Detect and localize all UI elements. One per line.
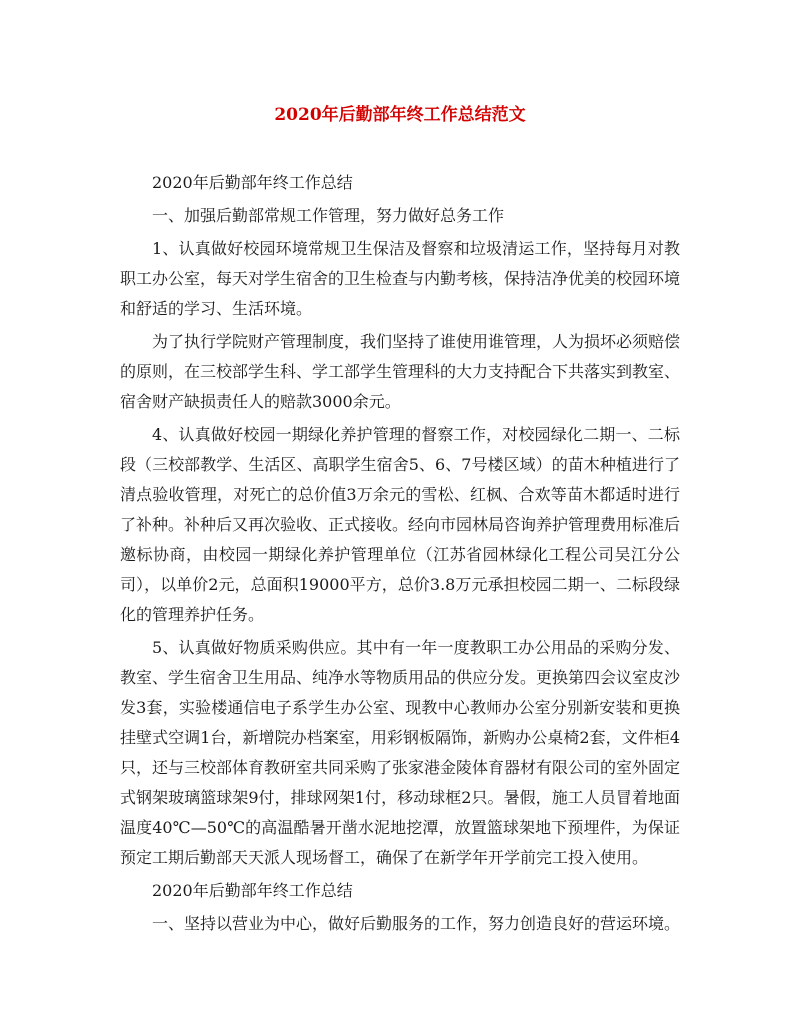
subsection-heading: 一、加强后勤部常规工作管理，努力做好总务工作 [152,206,505,225]
paragraph: 为了执行学院财产管理制度，我们坚持了谁使用谁管理，人为损坏必须赔偿的原则，在三校部学生科、学工部学生管理科的大力支持配合下共落实到教室、宿舍财产缺损责任人的赔款3000余元。 [120,332,681,411]
paragraph: 1、认真做好校园环境常规卫生保洁及督察和垃圾清运工作，坚持每月对教职工办公室，每天对学生宿舍的卫生检查与内勤考核，保持洁净优美的校园环境和舒适的学习、生活环境。 [120,239,681,318]
subsection-heading: 一、坚持以营业为中心，做好后勤服务的工作，努力创造良好的营运环境。 [152,914,681,933]
section-heading: 2020年后勤部年终工作总结 [152,173,353,192]
document-body [120,168,680,942]
section-heading: 2020年后勤部年终工作总结 [152,881,353,900]
paragraph: 5、认真做好物质采购供应。其中有一年一度教职工办公用品的采购分发、教室、学生宿舍卫生用品、纯净水等物质用品的供应分发。更换第四会议室皮沙发3套，实验楼通信电子系学生办公室、现教中心教师办公室分别新安装和更换挂壁式空调1台，新增院办档案室，用彩钢板隔饰，新购办公桌椅2套，文件柜4只，还与三校部体育教研室共同采购了张家港金陵体育器材有限公司的室外固定式钢架玻璃篮球架9付，排球网架1付，移动球框2只。暑假，施工人员冒着地面温度40℃—50℃的高温酷暑开凿水泥地挖潭，放置篮球架地下预埋件，为保证预定工期后勤部天天派人现场督工，确保了在新学年开学前完工投入使用。 [120,638,681,867]
paragraph: 4、认真做好校园一期绿化养护管理的督察工作，对校园绿化二期一、二标段（三校部教学、生活区、高职学生宿舍5、6、7号楼区域）的苗木种植进行了清点验收管理，对死亡的总价值3万余元的雪松、红枫、合欢等苗木都适时进行了补种。补种后又再次验收、正式接收。经向市园林局咨询养护管理费用标准后邀标协商，由校园一期绿化养护管理单位（江苏省园林绿化工程公司吴江分公司），以单价2元，总面积19000平方，总价3.8万元承担校园二期一、二标段绿化的管理养护任务。 [120,425,681,624]
document-title: 2020年后勤部年终工作总结范文 [274,105,526,125]
